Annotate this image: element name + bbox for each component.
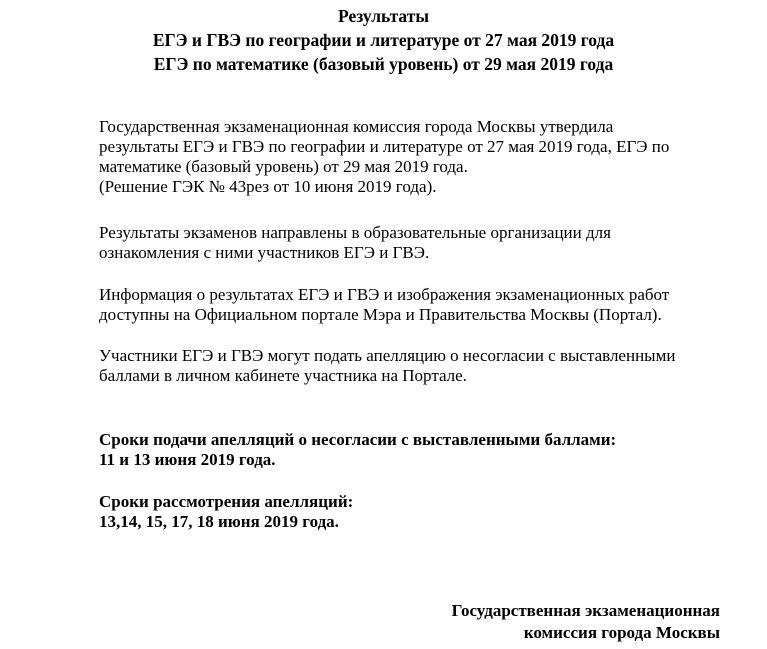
submission-deadline-block xyxy=(99,430,720,470)
signature-line: Государственная экзаменационная xyxy=(451,601,720,620)
appeal-paragraph xyxy=(99,346,720,386)
document-subtitle-line1: ЕГЭ и ГВЭ по географии и литературе от 27 мая 2019 года xyxy=(152,30,615,50)
results-sent-line: ознакомления с ними участников ЕГЭ и ГВЭ. xyxy=(99,243,430,262)
approval-line: результаты ЕГЭ и ГВЭ по географии и литературе от 27 мая 2019 года, ЕГЭ по xyxy=(99,137,670,156)
approval-line: Государственная экзаменационная комиссия города Москвы утвердила xyxy=(99,117,614,136)
review-deadline-block xyxy=(99,492,720,532)
signature-line: комиссия города Москвы xyxy=(523,623,720,642)
document-subtitle-line2: ЕГЭ по математике (базовый уровень) от 29 мая 2019 года xyxy=(153,54,614,74)
portal-info-paragraph xyxy=(99,285,720,325)
submission-deadline-dates: 11 и 13 июня 2019 года. xyxy=(99,450,276,469)
appeal-line: Участники ЕГЭ и ГВЭ могут подать апелляцию о несогласии с выставленными xyxy=(99,346,676,365)
document-title: Результаты xyxy=(338,6,429,26)
portal-info-line: доступны на Официальном портале Мэра и Правительства Москвы (Портал). xyxy=(99,305,662,324)
submission-deadline-label: Сроки подачи апелляций о несогласии с выставленными баллами: xyxy=(99,430,617,449)
appeal-line: баллами в личном кабинете участника на Портале. xyxy=(99,366,467,385)
results-sent-paragraph xyxy=(99,223,720,263)
review-deadline-label: Сроки рассмотрения апелляций: xyxy=(99,492,354,511)
document-header xyxy=(0,4,767,76)
decision-reference: (Решение ГЭК № 43рез от 10 июня 2019 года). xyxy=(99,177,437,196)
portal-info-line: Информация о результатах ЕГЭ и ГВЭ и изображения экзаменационных работ xyxy=(99,285,670,304)
approval-line: математике (базовый уровень) от 29 мая 2019 года. xyxy=(99,157,468,176)
review-deadline-dates: 13,14, 15, 17, 18 июня 2019 года. xyxy=(99,512,339,531)
signature-block xyxy=(452,600,720,644)
results-sent-line: Результаты экзаменов направлены в образовательные организации для xyxy=(99,223,611,242)
approval-paragraph xyxy=(99,117,720,197)
